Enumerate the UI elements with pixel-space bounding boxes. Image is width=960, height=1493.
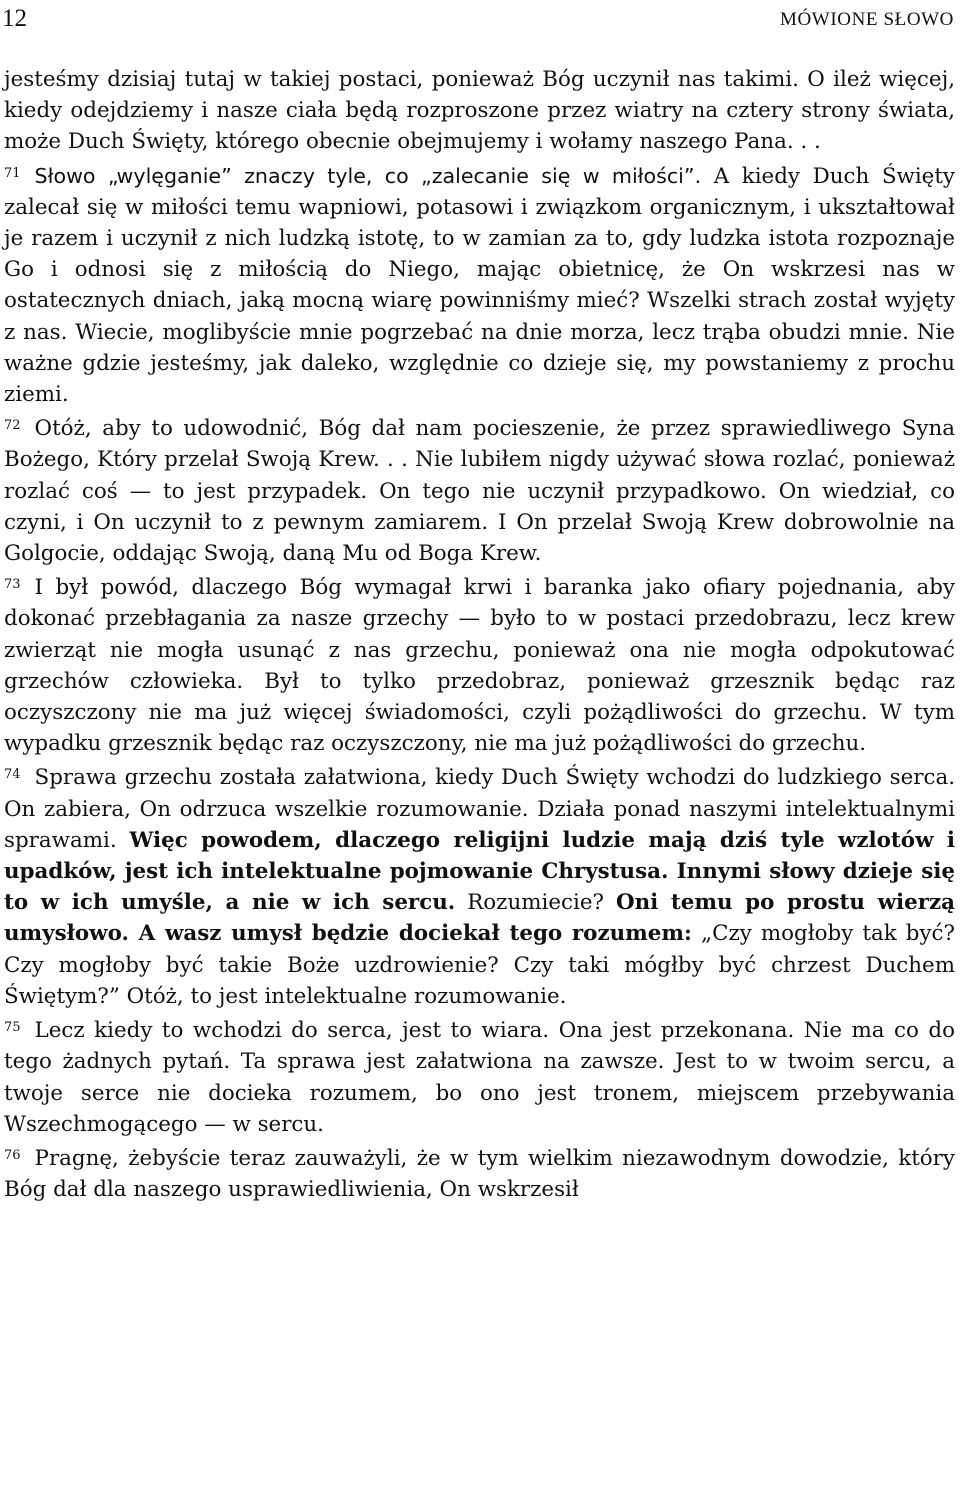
paragraph-text: Rozumiecie?: [455, 890, 616, 916]
paragraph-71: [4, 158, 955, 411]
paragraph-number: 72: [4, 418, 21, 434]
body-text: [4, 64, 955, 1205]
running-title: MÓWIONE SŁOWO: [779, 9, 954, 30]
paragraph-73: [4, 569, 955, 759]
paragraph-text: „Czy mogłoby tak być? Czy mogłoby być takie Boże uzdrowienie? Czy taki mógłby być chrzest Duchem Świętym?” Otóż, to jest intelektualne rozumowanie.: [4, 921, 955, 1009]
paragraph-number: 73: [4, 577, 21, 593]
paragraph-bold-text: Więc powodem, dlaczego religijni ludzie mają dziś tyle wzlotów i upadków, jest ich intelektualne pojmowanie Chrystusa. Innymi słowy dzieje się to w ich umyśle, a nie w ich sercu.: [4, 827, 956, 916]
page-number: 12: [2, 5, 27, 32]
paragraph-text: I był powód, dlaczego Bóg wymagał krwi i baranka jako ofiary pojednania, aby dokonać przebłagania za nasze grzechy — było to w postaci przedobrazu, lecz krew zwierząt nie mogła usunąć z nas grzechu, ponieważ ona nie mogła odpokutować grzechów człowieka. Był to tylko przedobraz, ponieważ grzesznik będąc raz oczyszczony nie ma już więcej świadomości, czyli pożądliwości do grzechu. W tym wypadku grzesznik będąc raz oczyszczony, nie ma już pożądliwości do grzechu.: [4, 575, 955, 757]
paragraph-76: [4, 1140, 955, 1205]
page-header: [0, 4, 960, 34]
paragraph-lead-text: Słowo „wylęganie” znaczy tyle, co „zalecanie się w miłości”.: [34, 163, 702, 188]
paragraph-bold-text: Oni temu po prostu wierzą umysłowo. A wasz umysł będzie dociekał tego rozumem:: [4, 890, 955, 947]
paragraph-72: [4, 410, 955, 569]
paragraph-text: Lecz kiedy to wchodzi do serca, jest to wiara. Ona jest przekonana. Nie ma co do tego żadnych pytań. Ta sprawa jest załatwiona na zawsze. Jest to w twoim sercu, a twoje serce nie docieka rozumem, bo ono jest tronem, miejscem przebywania Wszechmogącego — w sercu.: [4, 1018, 955, 1137]
paragraph-number: 74: [4, 767, 21, 783]
paragraph-continuation: [4, 64, 955, 158]
paragraph-number: 75: [4, 1020, 21, 1036]
paragraph-text: A kiedy Duch Święty zalecał się w miłości temu wapniowi, potasowi i związkom organicznym, i ukształtował je razem i uczynił z nich ludzką istotę, to w zamian za to, gdy ludzka istota rozpoznaje Go i odnosi się z miłością do Niego, mając obietnicę, że On wskrzesi nas w ostatecznych dniach, jaką mocną wiarę powinniśmy mieć? Wszelki strach został wyjęty z nas. Wiecie, moglibyście mnie pogrzebać na dnie morza, lecz trąba obudzi mnie. Nie ważne gdzie jesteśmy, jak daleko, względnie co dzieje się, my powstaniemy z prochu ziemi.: [4, 163, 955, 408]
paragraph-number: 71: [4, 165, 21, 181]
paragraph-text: jesteśmy dzisiaj tutaj w takiej postaci, ponieważ Bóg uczynił nas takimi. O ileż więcej, kiedy odejdziemy i nasze ciała będą rozproszone przez wiatry na cztery strony świata, może Duch Święty, którego obecnie obejmujemy i wołamy naszego Pana. . .: [4, 67, 955, 155]
paragraph-75: [4, 1012, 955, 1140]
paragraph-74: [4, 759, 955, 1012]
paragraph-text: Otóż, aby to udowodnić, Bóg dał nam pocieszenie, że przez sprawiedliwego Syna Bożego, Który przelał Swoją Krew. . . Nie lubiłem nigdy używać słowa rozlać, ponieważ rozlać coś — to jest przypadek. On tego nie uczynił przypadkowo. On wiedział, co czyni, i On uczynił to z pewnym zamiarem. I On przelał Swoją Krew dobrowolnie na Golgocie, oddając Swoją, daną Mu od Boga Krew.: [4, 416, 955, 567]
paragraph-text: Pragnę, żebyście teraz zauważyli, że w tym wielkim niezawodnym dowodzie, który Bóg dał dla naszego usprawiedliwienia, On wskrzesił: [4, 1145, 955, 1203]
paragraph-text: Sprawa grzechu została załatwiona, kiedy Duch Święty wchodzi do ludzkiego serca. On zabiera, On odrzuca wszelkie rozumowanie. Działa ponad naszymi intelektualnymi sprawami.: [4, 765, 955, 853]
paragraph-number: 76: [4, 1147, 21, 1163]
